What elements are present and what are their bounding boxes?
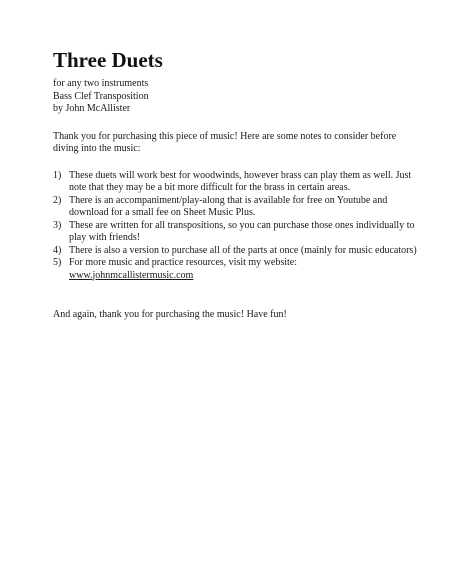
list-item-number: 3) [53, 219, 62, 231]
list-item-text: For more music and practice resources, visit my website: [69, 257, 297, 268]
list-item-text: There is also a version to purchase all of the parts at once (mainly for music educators) [69, 244, 417, 256]
notes-list [53, 170, 423, 283]
closing-paragraph: And again, thank you for purchasing the music! Have fun! [53, 309, 287, 320]
list-item-number: 5) [53, 257, 62, 268]
list-item-number: 4) [53, 244, 62, 256]
list-item-number: 1) [53, 169, 62, 181]
list-item [53, 195, 423, 220]
subtitle-author: by John McAllister [53, 103, 131, 114]
subtitle-instruments: for any two instruments [53, 78, 149, 89]
list-item [53, 170, 423, 195]
website-link[interactable]: www.johnmcallistermusic.com [69, 269, 194, 281]
list-item [53, 245, 423, 258]
subtitle-transposition: Bass Clef Transposition [53, 90, 149, 102]
document-title: Three Duets [53, 48, 163, 72]
document-page [53, 48, 423, 322]
list-item-text: There is an accompaniment/play-along that is available for free on Youtube and download for a small fee on Sheet Music Plus. [69, 194, 388, 218]
list-item-number: 2) [53, 194, 62, 206]
list-item-text: These are written for all transpositions, so you can purchase those ones individually to play with friends! [69, 219, 415, 243]
list-item [53, 257, 423, 282]
list-item-text: These duets will work best for woodwinds, however brass can play them as well. Just note that they may be a bit more difficult for the brass in certain areas. [69, 169, 412, 193]
list-item [53, 220, 423, 245]
intro-paragraph: Thank you for purchasing this piece of music! Here are some notes to consider before diving into the music: [53, 130, 397, 154]
list-item-content [69, 257, 423, 282]
